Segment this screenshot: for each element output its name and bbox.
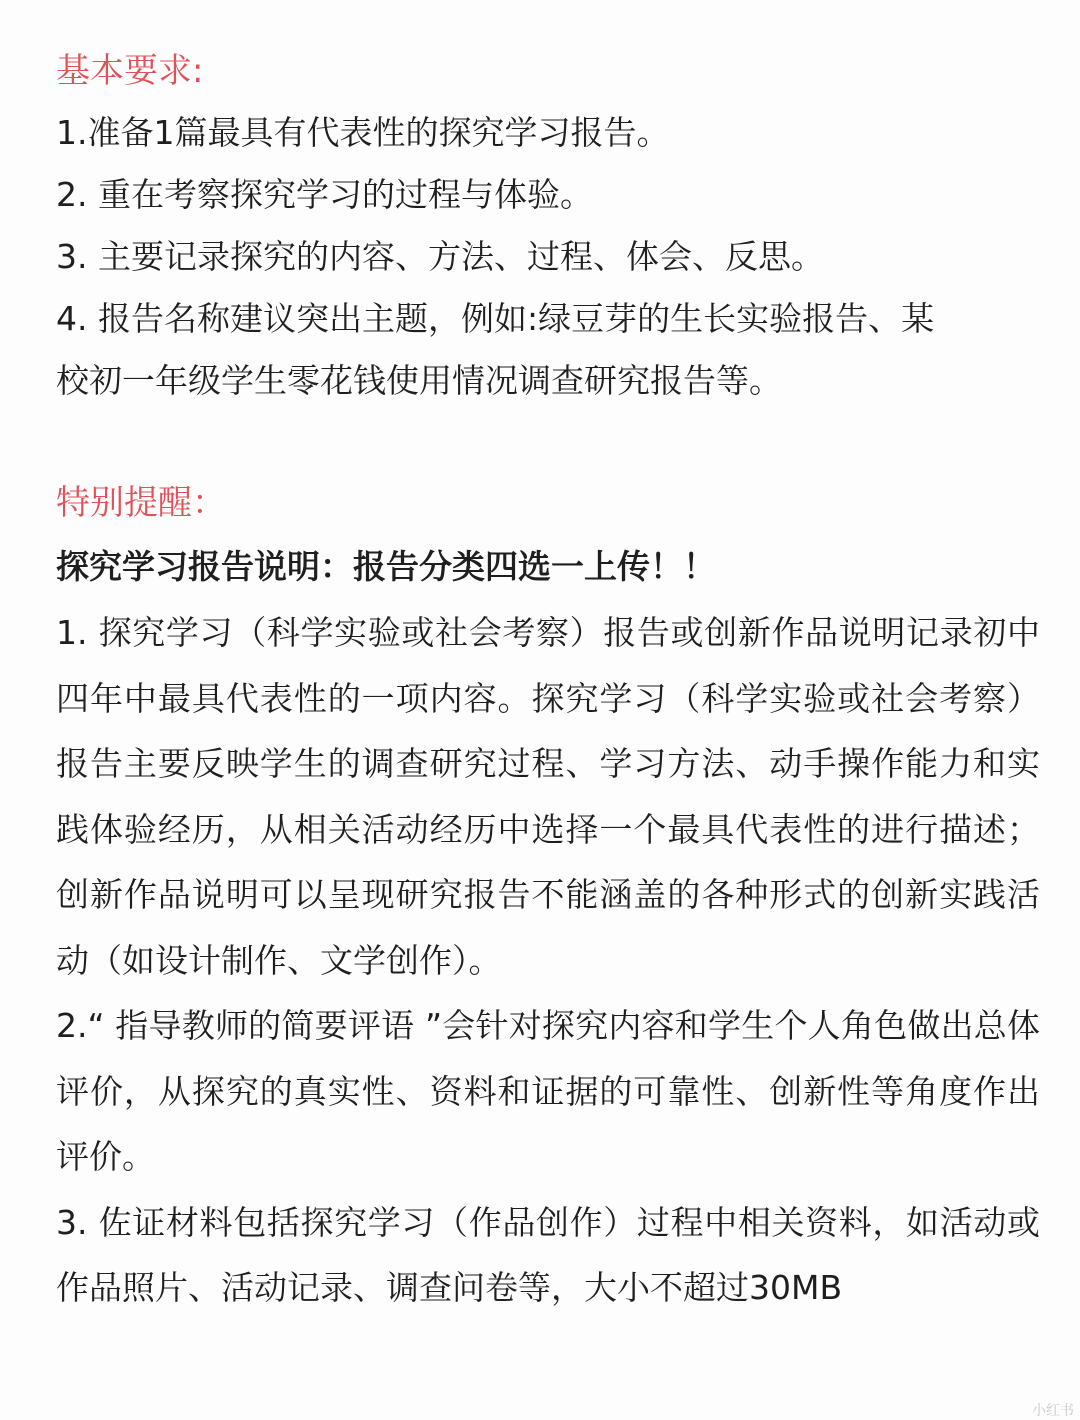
report-instruction-subheading: 探究学习报告说明：报告分类四选一上传！！ — [56, 547, 716, 586]
instruction-paragraph-1: 1. 探究学习（科学实验或社会考察）报告或创新作品说明记录初中四年中最具代表性的一项内容。探究学习（科学实验或社会考察）报告主要反映学生的调查研究过程、学习方法、动手操作能力和实践体验经历，从相关活动经历中选择一个最具代表性的进行描述；创新作品说明可以呈现研究报告不能涵盖的各种形式的创新实践活动（如设计制作、文学创作）。 — [56, 613, 1040, 980]
watermark-logo: 小红书 — [1032, 1403, 1074, 1419]
requirement-item-4: 4. 报告名称建议突出主题，例如:绿豆芽的生长实验报告、某 — [56, 299, 935, 338]
document-page — [56, 40, 1040, 1321]
section-spacer — [56, 412, 1040, 472]
instruction-paragraph-3: 3. 佐证材料包括探究学习（作品创作）过程中相关资料，如活动或作品照片、活动记录、调查问卷等，大小不超过30MB — [56, 1202, 1040, 1307]
requirement-item-2: 2. 重在考察探究学习的过程与体验。 — [56, 175, 593, 214]
requirement-item-3: 3. 主要记录探究的内容、方法、过程、体会、反思。 — [56, 237, 824, 276]
requirement-item-4-continued: 校初一年级学生零花钱使用情况调查研究报告等。 — [56, 361, 782, 400]
requirement-item-1: 1.准备1篇最具有代表性的探究学习报告。 — [56, 113, 670, 152]
instruction-paragraph-2: 2.“ 指导教师的简要评语 ”会针对探究内容和学生个人角色做出总体评价，从探究的真实性、资料和证据的可靠性、创新性等角度作出评价。 — [56, 1006, 1040, 1176]
basic-requirements-heading: 基本要求: — [56, 51, 204, 91]
special-reminder-heading: 特别提醒： — [56, 483, 226, 523]
